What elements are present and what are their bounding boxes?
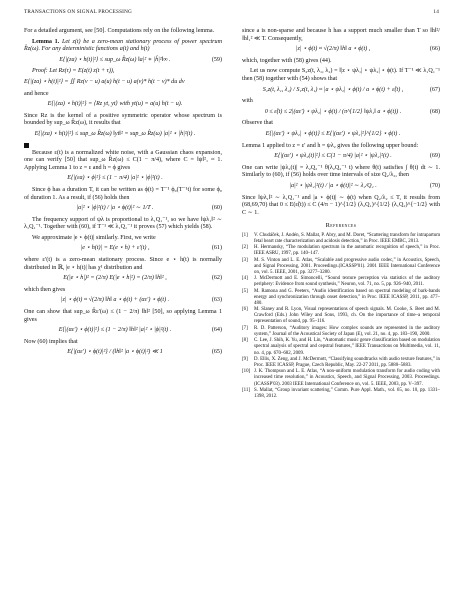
and-hence: and hence [24,90,49,97]
paragraph-show: One can show that sup_ω R̂ε′(ω) ≤ (1 − 2/π) ‖h‖² [50], so applying Lemma 1 gives [24,309,222,323]
equation-body: E{|(εa) ⋆ ϕ|²} ≤ (1 − π/4) |a|² ⋆ |ϕ|²(t) . [67,175,163,182]
equation-number: (60) [211,205,222,212]
equation-body: E{|(αε′) ⋆ ϕ(t)|²} ≤ (1 − 2/π) ‖h‖² |a|² ⋆ |ϕ|²(t) . [58,327,172,334]
equation-integral [24,79,222,87]
equation-60a [24,175,222,183]
equation-body: E(|e ⋆ h|)² = (2/π) E(|e ⋆ h|²) = (2/π) ‖h‖² , [63,275,167,282]
lemma-statement: Let z(t) be a zero-mean stationary process of power spectrum R̂z(ω). For any deterministic functions a(t) and h(t) [24,38,222,53]
reference-item [242,289,440,307]
reference-text: M. Ramona and G. Peeters, “Audio identification based on spectral modeling of bark-bands energy and synchronization through onset detection,” in Proc. IEEE ICASSP, 2011, pp. 477–480. [254,288,440,306]
which-gives: which then gives [24,286,66,293]
equation-66 [242,46,440,54]
now-implies: Now (60) implies that [24,338,78,345]
equation-body: E{|(αε′) ⋆ ψλ₂(t)|²} ≤ C(1 − π/4) |a|² ⋆ |ψλ₂|²(t) . [274,153,392,160]
page-number: 14 [433,9,439,15]
paragraph-since-rz: Since Rz is the kernel of a positive symmetric operator whose spectrum is bounded by sup_ω R̂z(ω), it results that [24,112,222,127]
observe-that: Observe that [242,120,273,127]
equation-62 [24,275,222,283]
reference-number: [1] [242,232,248,238]
reference-number: [8] [242,338,248,344]
reference-item [242,388,440,400]
reference-item [242,326,440,338]
equation-number: (66) [429,46,440,53]
qed-icon [24,143,29,148]
equation-observe [242,131,440,139]
equation-body: |a|² ⋆ |ϕ|²(t) / |a ⋆ ϕ(t)|² ∼ 1/T . [76,205,154,212]
reference-text: J. McDermott and E. Simoncelli, “Sound texture perception via statistics of the auditory periphery: Evidence from sound synthesis,” Neuron, vol. 71, no. 5, pp. 926–940, 2011. [254,276,440,288]
equation-body: |z| ⋆ ϕ(t) ≈ √(2/π) ‖h‖ a ⋆ ϕ(t) , [295,46,371,53]
equation-body: E{|(za) ⋆ h(t)|²} = ⟨Rz yt, yt⟩ with yt(u) = a(u) h(t − u). [47,101,183,108]
equation-number: (67) [429,86,440,93]
equation-body: E{|(za) ⋆ h(t)|²} ≤ sup_ω R̂z(ω) ‖yt‖² = sup_ω R̂z(ω) |a|² ⋆ |h|²(t) . [34,130,196,137]
equation-63 [24,297,222,305]
paragraph-frequency: The frequency support of ψλ is proportional to λ₁Q₁⁻¹, so we have ‖ψλ₁‖² ∼ λ₁Q₁⁻¹. Together with (60), if T⁻¹ ≪ λ₁Q₁⁻¹ it proves (57) which yields (58). [24,216,222,231]
equation-body: |z| ⋆ ϕ(t) ≈ √(2/π) ‖h‖ a ⋆ ϕ(t) + (αε′) ⋆ ϕ(t) . [60,297,170,304]
right-column [242,28,440,400]
reference-text: C. Lee, J. Shih, K. Yu, and H. Lin, “Automatic music genre classification based on modulation spectral analysis of spectral and cepstral features,” IEEE Transactions on Multimedia, vol. 11, no. 4, pp. 670–682, 2009. [254,338,440,356]
equation-61 [24,245,222,253]
equation-body: 0 ≤ ε̃(t) ≤ 2|(αε′) ⋆ ψλ₂| ⋆ ϕ(t) / (π^{1/2} ‖ψλ₁‖ a ⋆ ϕ(t)) . [264,108,402,115]
paragraph-lemma-applied: Lemma 1 applied to z = ε′ and h = ψλ₂ gives the following upper bound: [242,142,419,149]
equation-body: |a|² ⋆ |ψλ₂|²(t) / |a ⋆ ϕ(t)|² ∼ λ₂/Q₂ . [289,182,377,189]
paragraph-verify: One can write |ψλ₂(t)| = λ₂Q₂⁻¹ θ(λ₂Q₂⁻¹ t) where θ(t) satisfies ∫ θ(t) dt ∼ 1. Similarly to (60), if (56) holds over time intervals of size Q₂/λ₂, then [242,164,440,179]
lemma-label: Lemma 1. [32,38,60,45]
equation-68 [242,109,440,117]
equation-64 [24,327,222,335]
equation-60 [24,205,222,213]
reference-text: M. S. Vinton and L. E. Atlas, “Scalable and progressive audio codec,” in Acoustics, Speech, and Signal Processing, 2001. Proceedings.(ICASSP'01). 2001 IEEE International Conference on, vol. 5. IEEE, 2001, pp. 3277–3280. [254,257,440,275]
paragraph-gaussian: Because ε(t) is a normalized white noise, with a Gaussian chaos expansion, one can verify [50] that sup_ω R̂z(ω) ≤ C(1 − π/4), where C = ‖ψ‖²₁ ≈ 1. Applying Lemma 1 to z = ε and h = ϕ gives [24,149,222,171]
equation-body: |e ⋆ h(t)| = E(e ⋆ h) + ε′(t) , [80,245,150,252]
equation-67 [242,87,440,95]
equation-body: E{|(za) ⋆ h(t)|²} ≤ sup_ω R̂z(ω) ‖a|² ∗ |ĥ|²‖∞ . [59,56,171,63]
equation-number: (68) [429,108,440,115]
reference-item [242,245,440,257]
reference-item [242,369,440,387]
journal-title: TRANSACTIONS ON SIGNAL PROCESSING [24,9,133,15]
reference-text: J. K. Thompson and L. E. Atlas, “A non-uniform modulation transform for audio coding with increased time resolution,” in Acoustics, Speech, and Signal Processing, 2003. Proceedings.(ICASSP'03). 2003 IEEE International Conference on, vol. 5. IEEE, 2003, pp. V–397. [254,369,440,387]
equation-body: E{|(αε′) ⋆ ψλ₂| ⋆ ϕ(t)} ≤ E{|(αε′) ⋆ ψλ₂|²}^{1/2} ⋆ ϕ(t) . [265,130,401,137]
with: with [242,98,253,105]
equation-69 [242,153,440,161]
proof-start: Proof: Let Rz(τ) = E(z(t) z(t + τ)), [32,68,115,75]
paragraph-approximate: We approximate |e ⋆ ϕ(t)| similarly. First, we write [32,234,156,241]
equation-body: E{|(αε′) ⋆ ϕ(t)|²} / (‖h‖² |a ⋆ ϕ(t)|²) ≪ 1 [67,349,163,356]
reference-item [242,338,440,356]
equation-number: (65) [211,349,222,356]
reference-text: H. Hermansky, “The modulation spectrum in the automatic recognition of speech,” in Proc. IEEE ASRU, 1997, pp. 140–147. [254,245,440,257]
equation-sup [24,131,222,139]
reference-text: M. Slaney and R. Lyon, Visual representations of speech signals. M. Cooke, S. Beet and M. Crawford (Eds.) John Wiley and Sons, 1993, ch. On the importance of time–a temporal representation of sound, pp. 95–116. [254,307,440,325]
references-heading: References [325,222,357,230]
equation-65 [24,349,222,357]
equation-body: E{|(za) ⋆ h(t)|²} = ∬ Rz(v − u) a(u) h(t − u) a(v)* h(t − v)* du dv [24,78,185,85]
paragraph-intro: For a detailed argument, see [50]. Computations rely on the following lemma. [24,28,215,34]
equation-number: (59) [211,56,222,63]
paragraph-nonsparse: since a is non-sparse and because h has a support much smaller than T so ‖h‖²/‖h‖₁² ≪ T. Consequently, [242,28,440,42]
reference-number: [9] [242,356,248,362]
reference-number: [5] [242,288,248,294]
paragraph-proves: which, together with (58) gives (44). [242,57,332,64]
reference-list [242,233,440,400]
equation-59 [24,57,222,65]
left-column [24,28,222,361]
paragraph-since: Since ‖ψλ₁‖² ∼ λ₁Q₁⁻¹ and |a ⋆ ϕ(t)| ∼ ϕ(t) when Q₂/λ₂ ≤ T, it results from (68,69,70) that 0 ≤ E(ε̃(t)) ≤ C (4/π − 1)^{1/2} (λ₂Q₁)^{1/2} (λ₁Q₂)^{−1/2} with C ∼ 1. [242,194,440,216]
reference-item [242,276,440,288]
equation-body: S₂z(t, λ₁, λ₂) / S₁z(t, λ₁) ≈ |a ⋆ ψλ₂| ⋆ ϕ(t) / a ⋆ ϕ(t) + ε̃(t) , [262,86,404,93]
paragraph-eprime: where ε′(t) is a zero-mean stationary process. Since e ⋆ h(t) is normally distributed in ℝ, |e ⋆ h(t)| has χ¹ distribution and [24,257,222,271]
equation-number: (64) [211,327,222,334]
reference-number: [4] [242,276,248,282]
reference-item [242,307,440,325]
reference-item [242,258,440,276]
lemma-1 [24,39,222,54]
paragraph-phi: Since ϕ has a duration T, it can be written as ϕ(t) = T⁻¹ ϕ₀(T⁻¹t) for some ϕ₀ of duration 1. As a result, if (56) holds then [24,186,222,201]
reference-text: R. D. Patterson, “Auditory images: How complex sounds are represented in the auditory system,” Journal of the Acoustical Society of Japan (E), vol. 21, no. 4, pp. 183–190, 2000. [254,325,440,337]
reference-number: [10] [242,369,251,375]
reference-number: [2] [242,245,248,251]
equation-number: (69) [429,153,440,160]
reference-number: [6] [242,307,248,313]
reference-text: S. Mallat, “Group invariant scattering,” Comm. Pure Appl. Math., vol. 65, no. 10, pp. 1331–1398, 2012. [254,387,440,399]
running-header [24,9,439,19]
reference-number: [11] [242,387,250,393]
equation-number: (63) [211,297,222,304]
reference-text: V. Chudáček, J. Andén, S. Mallat, P. Abry, and M. Doret, “Scattering transform for intrapartum fetal heart rate characterization and acidosis detection,” in Proc. IEEE EMBC, 2013. [254,232,440,244]
equation-number: (70) [429,182,440,189]
equation-70 [242,183,440,191]
reference-number: [3] [242,257,248,263]
equation-number: (62) [211,275,222,282]
reference-number: [7] [242,325,248,331]
paragraph-compute: Let us now compute S₂z(t, λ₁, λ₂) = ‖|z ⋆ ψλ₁| ⋆ ψλ₂| ⋆ ϕ(t). If T⁻¹ ≪ λ₁Q₁⁻¹ then (58) together with (54) shows that [242,68,440,82]
equation-inner-product [24,101,222,109]
equation-number: (61) [211,245,222,252]
reference-item [242,357,440,369]
reference-item [242,233,440,245]
reference-text: D. Ellis, X. Zeng, and J. McDermott, “Classifying soundtracks with audio texture features,” in Proc. IEEE ICASSP, Prague, Czech Republic, May. 22-27 2011, pp. 5880–5883. [254,356,440,368]
